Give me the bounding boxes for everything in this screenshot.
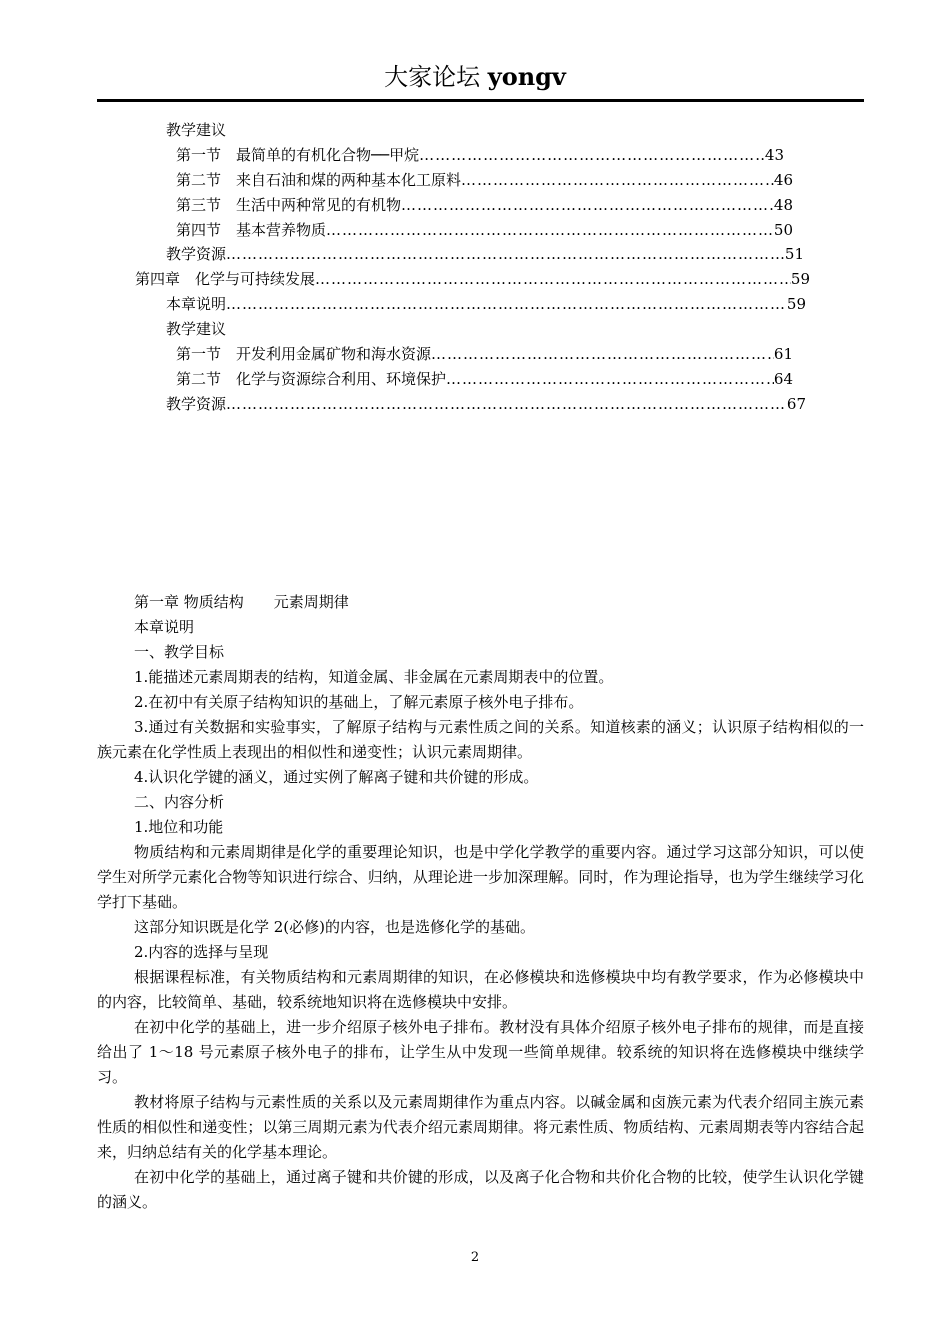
- toc-page: 48: [773, 196, 793, 214]
- toc-entry: [166, 120, 226, 140]
- toc-label: 教学资源: [166, 395, 227, 413]
- toc-label: 第二节 来自石油和煤的两种基本化工原料: [176, 171, 462, 189]
- paragraph: 在初中化学的基础上，进一步介绍原子核外电子排布。教材没有具体介绍原子核外电子排布的规律，而是直接给出了 1～18 号元素原子核外电子的排布，让学生从中发现一些简单规律。较系统的知识将在选修模块中继续学习。: [97, 1018, 864, 1086]
- toc-entry[interactable]: [166, 244, 804, 264]
- section-heading: 一、教学目标: [134, 643, 225, 661]
- toc-label: 第一节 开发利用金属矿物和海水资源: [176, 345, 432, 363]
- toc-label: 本章说明: [166, 295, 227, 313]
- toc-page: 59: [786, 295, 806, 313]
- paragraph: 物质结构和元素周期律是化学的重要理论知识，也是中学化学教学的重要内容。通过学习这部分知识，可以使学生对所学元素化合物等知识进行综合、归纳，从理论进一步加深理解。同时，作为理论指导，也为学生继续学习化学打下基础。: [97, 843, 864, 911]
- toc-label: 第二节 化学与资源综合利用、环境保护: [176, 370, 447, 388]
- toc-page: 50: [773, 221, 793, 239]
- header-rule: [97, 99, 864, 102]
- toc-label: 第四节 基本营养物质: [176, 221, 327, 239]
- paragraph: 根据课程标准，有关物质结构和元素周期律的知识，在必修模块和选修模块中均有教学要求，作为必修模块中的内容，比较简单、基础，较系统地知识将在选修模块中安排。: [97, 968, 864, 1011]
- paragraph: 4.认识化学键的涵义，通过实例了解离子键和共价键的形成。: [134, 768, 539, 786]
- page-header: [0, 62, 950, 92]
- toc-label: 第三节 生活中两种常见的有机物: [176, 196, 402, 214]
- page-number: 2: [470, 1250, 480, 1265]
- toc-entry[interactable]: [176, 145, 784, 165]
- toc-entry[interactable]: [176, 369, 793, 389]
- paragraph: 1.能描述元素周期表的结构，知道金属、非金属在元素周期表中的位置。: [134, 668, 614, 686]
- chapter-body: [97, 590, 864, 1215]
- toc-page: 43: [764, 146, 784, 164]
- section-heading: 本章说明: [134, 618, 195, 636]
- subsection-heading: 1.地位和功能: [134, 818, 224, 836]
- toc-label: 第一节 最简单的有机化合物──甲烷: [176, 146, 420, 164]
- paragraph: 3.通过有关数据和实验事实，了解原子结构与元素性质之间的关系。知道核素的涵义；认识原子结构相似的一族元素在化学性质上表现出的相似性和递变性；认识元素周期律。: [97, 718, 864, 761]
- toc-label: 教学建议: [166, 121, 227, 139]
- toc-entry[interactable]: [176, 220, 793, 240]
- toc-entry[interactable]: [176, 170, 793, 190]
- header-title-en: yongv: [487, 62, 566, 91]
- toc-page: 51: [784, 245, 804, 263]
- toc-page: 59: [790, 270, 810, 288]
- header-title-cn: 大家论坛: [384, 63, 481, 91]
- toc-label: 教学资源: [166, 245, 227, 263]
- section-heading: 二、内容分析: [134, 793, 225, 811]
- toc-entry: [166, 319, 226, 339]
- paragraph: 教材将原子结构与元素性质的关系以及元素周期律作为重点内容。以碱金属和卤族元素为代表介绍同主族元素性质的相似性和递变性；以第三周期元素为代表介绍元素周期律。将元素性质、物质结构、元素周期表等内容结合起来，归纳总结有关的化学基本理论。: [97, 1093, 864, 1161]
- toc-page: 61: [773, 345, 793, 363]
- toc-entry[interactable]: [135, 269, 810, 289]
- toc-label: 教学建议: [166, 320, 227, 338]
- toc-entry[interactable]: [176, 344, 793, 364]
- paragraph: 在初中化学的基础上，通过离子键和共价键的形成，以及离子化合物和共价化合物的比较，使学生认识化学键的涵义。: [97, 1168, 864, 1211]
- paragraph: 这部分知识既是化学 2(必修)的内容，也是选修化学的基础。: [134, 918, 536, 936]
- subsection-heading: 2.内容的选择与呈现: [134, 943, 269, 961]
- toc-page: 46: [773, 171, 793, 189]
- toc-page: 64: [773, 370, 793, 388]
- toc-page: 67: [786, 395, 806, 413]
- chapter-title: 第一章 物质结构 元素周期律: [134, 593, 349, 611]
- toc-entry[interactable]: [176, 195, 793, 215]
- toc-label: 第四章 化学与可持续发展: [135, 270, 316, 288]
- toc-entry[interactable]: [166, 294, 806, 314]
- paragraph: 2.在初中有关原子结构知识的基础上，了解元素原子核外电子排布。: [134, 693, 584, 711]
- toc-entry[interactable]: [166, 394, 806, 414]
